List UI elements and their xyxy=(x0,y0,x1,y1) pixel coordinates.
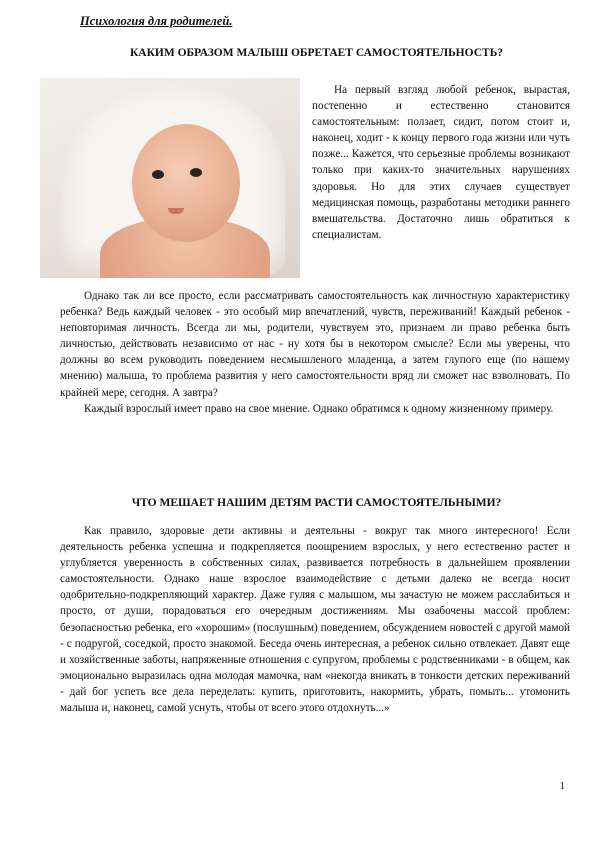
intro-paragraph: На первый взгляд любой ребенок, вырастая, постепенно и естественно становится самостоятельным: ползает, сидит, потом стоит и, наконец, ходит - к концу первого года жизни или чуть позже... Кажется, что серьезные проблемы возникают только при каких-то значительных нарушениях здоровья. Но для этих случаев существует медицинская помощь, разработаны методики раннего вмешательства. Достаточно лишь обратиться к специалистам. xyxy=(312,84,570,241)
baby-eye-left xyxy=(152,170,164,179)
paragraph-3: Как правило, здоровые дети активны и деятельны - вокруг так много интересного! Если деятельность ребенка успешна и подкрепляется поощрением взрослых, у него естественно растет и углубляется уверенность в собственных силах, развивается потребность в дальнейшем проявлении самостоятельности. Однако наше взрослое взаимодействие с детьми далеко не всегда носит одобрительно-подкрепляющий характер. Даже гуляя с малышом, мы зачастую не можем расслабиться и просто, от души, порадоваться его очередным достижениям. Мы озабочены массой проблем: безопасностью ребенка, его «хорошим» (послушным) поведением, обсуждением новостей с другой мамой - с подругой, соседкой, просто знакомой. Беседа очень интересная, а ребенок сильно отвлекает. Давят еще и хозяйственные заботы, напряженные отношения с супругом, проблемы с родственниками - в общем, как эмоционально выразилась одна молодая мамочка, нам «некогда вникать в тонкости детских переживаний - дай бог успеть все дела переделать: купить, приготовить, накормить, убрать, помыть... утомонить малыша и, наконец, самой уснуть, чтобы от всего этого отдохнуть...» xyxy=(60,525,570,715)
section-subtitle: ЧТО МЕШАЕТ НАШИМ ДЕТЯМ РАСТИ САМОСТОЯТЕЛЬНЫМИ? xyxy=(131,497,502,509)
article-title: КАКИМ ОБРАЗОМ МАЛЫШ ОБРЕТАЕТ САМОСТОЯТЕЛЬНОСТЬ? xyxy=(129,47,504,59)
paragraph-1: Однако так ли все просто, если рассматривать самостоятельность как личностную характеристику ребенка? Ведь каждый человек - это особый мир впечатлений, чувств, переживаний! Каждый ребенок - неповторимая личность. Всегда ли мы, родители, чувствуем это, признаем ли право ребенка быть личностью, действовать независимо от нас - ну хотя бы в некотором смысле? Если мы уверены, что должны во всем руководить поведением несмышленого младенца, а затем глупого еще (по нашему мнению) малыша, то проблема развития у него самостоятельности вряд ли сможет нас взволновать. По крайней мере, сегодня. А завтра? xyxy=(60,290,570,399)
baby-head-shape xyxy=(132,124,240,242)
page-number: 1 xyxy=(559,780,565,792)
article-body-1 xyxy=(60,288,570,417)
baby-eye-right xyxy=(190,168,202,177)
page-header: Психология для родителей. xyxy=(80,14,233,28)
paragraph-2: Каждый взрослый имеет право на свое мнение. Однако обратимся к одному жизненному примеру. xyxy=(84,402,554,415)
baby-photo xyxy=(40,78,300,278)
